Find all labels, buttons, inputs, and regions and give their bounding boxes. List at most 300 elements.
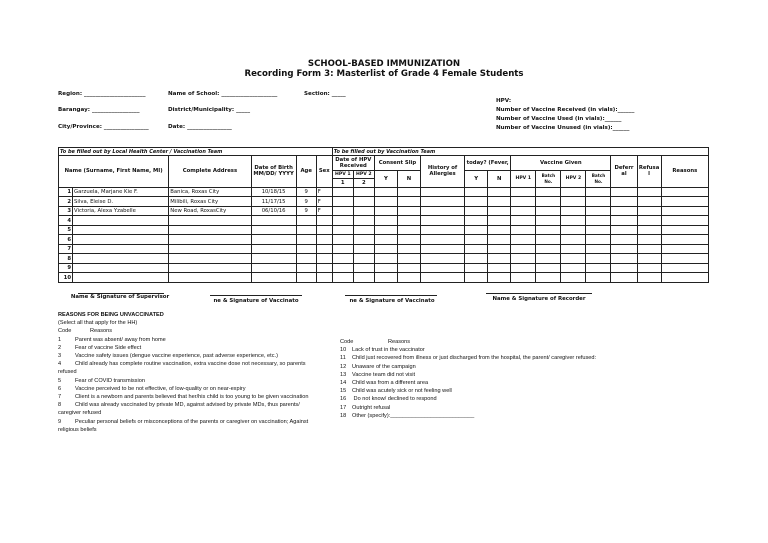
reason-code: 6 — [58, 385, 62, 392]
reason-code: 14 — [340, 380, 347, 387]
empty-cell[interactable] — [353, 254, 374, 264]
reason-item — [340, 404, 600, 412]
row-dob[interactable]: 11/17/15 — [251, 197, 296, 207]
empty-cell[interactable] — [420, 225, 464, 235]
row-name[interactable]: Garzuela, Marjane Kie F. — [73, 187, 169, 197]
empty-cell[interactable] — [511, 263, 536, 273]
reason-item — [58, 385, 320, 393]
header-dose1: 1 — [332, 179, 353, 187]
empty-cell[interactable] — [561, 235, 586, 245]
table-row — [59, 187, 709, 197]
empty-cell[interactable] — [465, 254, 488, 264]
empty-cell[interactable] — [374, 197, 397, 207]
row-name[interactable] — [73, 235, 169, 245]
empty-cell[interactable] — [561, 216, 586, 226]
form-subtitle: Recording Form 3: Masterlist of Grade 4 Female Students — [244, 69, 524, 79]
table-row — [59, 197, 709, 207]
reason-item — [340, 395, 600, 403]
row-number[interactable]: 8 — [59, 254, 73, 264]
header-batch1: Batch No. — [536, 171, 561, 187]
empty-cell[interactable] — [536, 187, 561, 197]
row-dob[interactable] — [251, 244, 296, 254]
row-number[interactable]: 4 — [59, 216, 73, 226]
empty-cell[interactable] — [536, 273, 561, 283]
empty-cell[interactable] — [536, 235, 561, 245]
empty-cell[interactable] — [611, 197, 637, 207]
empty-cell[interactable] — [561, 273, 586, 283]
header-fever: today? (Fever, — [465, 156, 511, 171]
empty-cell[interactable] — [611, 273, 637, 283]
row-dob[interactable] — [251, 273, 296, 283]
empty-cell[interactable] — [611, 244, 637, 254]
empty-cell[interactable] — [586, 206, 611, 216]
reason-text: Vaccine safety issues (dengue vaccine experience, past adverse experience, etc.) — [75, 353, 278, 360]
reason-item — [58, 360, 320, 376]
empty-cell[interactable] — [488, 206, 511, 216]
empty-cell[interactable] — [374, 225, 397, 235]
header-batch2: Batch No. — [586, 171, 611, 187]
empty-cell[interactable] — [661, 225, 708, 235]
form-title: SCHOOL-BASED IMMUNIZATION — [307, 59, 461, 69]
row-age[interactable] — [296, 273, 316, 283]
reason-code: 15 — [340, 388, 347, 395]
empty-cell[interactable] — [353, 244, 374, 254]
empty-cell[interactable] — [332, 197, 353, 207]
empty-cell[interactable] — [420, 254, 464, 264]
row-number[interactable]: 1 — [59, 187, 73, 197]
empty-cell[interactable] — [511, 206, 536, 216]
empty-cell[interactable] — [397, 254, 420, 264]
empty-cell[interactable] — [488, 263, 511, 273]
row-sex[interactable]: F — [316, 187, 332, 197]
header-consent-n: N — [397, 171, 420, 187]
empty-cell[interactable] — [332, 225, 353, 235]
empty-cell[interactable] — [420, 216, 464, 226]
reason-text: Child just recovered from illness or just discharged from the hospital, the parent/ caregiver refused: — [352, 355, 597, 362]
empty-cell[interactable] — [397, 197, 420, 207]
empty-cell[interactable] — [465, 273, 488, 283]
row-dob[interactable] — [251, 254, 296, 264]
row-sex[interactable] — [316, 263, 332, 273]
table-row — [59, 273, 709, 283]
empty-cell[interactable] — [374, 263, 397, 273]
header-refusal: Refusa l — [637, 156, 661, 188]
reason-item — [58, 377, 320, 385]
empty-cell[interactable] — [637, 197, 661, 207]
empty-cell[interactable] — [420, 235, 464, 245]
reason-item — [58, 352, 320, 360]
empty-cell[interactable] — [561, 254, 586, 264]
empty-cell[interactable] — [586, 216, 611, 226]
masterlist-table — [58, 147, 709, 283]
district-field: District/Municipality: _____ — [168, 107, 251, 113]
empty-cell[interactable] — [397, 273, 420, 283]
header-hpv2: HPV 2 — [353, 171, 374, 179]
empty-cell[interactable] — [586, 273, 611, 283]
row-sex[interactable]: F — [316, 197, 332, 207]
reasons-header-left — [58, 327, 320, 335]
row-dob[interactable]: 06/10/16 — [251, 206, 296, 216]
empty-cell[interactable] — [561, 206, 586, 216]
reason-text: Child was already vaccinated by private MD, against advised by private MDs, thus parents/ caregiver refused — [58, 402, 300, 417]
empty-cell[interactable] — [465, 216, 488, 226]
empty-cell[interactable] — [536, 225, 561, 235]
empty-cell[interactable] — [332, 263, 353, 273]
reason-item — [340, 371, 600, 379]
row-age[interactable] — [296, 225, 316, 235]
reason-code: 18 — [340, 412, 347, 419]
reason-code: 12 — [340, 363, 347, 370]
reason-text: Child already has complete routine vaccination, extra vaccine dose not necessary, so parents refused — [58, 361, 306, 376]
reason-text: Fear of vaccine Side effect — [75, 344, 142, 351]
row-sex[interactable] — [316, 225, 332, 235]
empty-cell[interactable] — [511, 197, 536, 207]
row-age[interactable] — [296, 263, 316, 273]
row-age[interactable] — [296, 244, 316, 254]
table-row — [59, 263, 709, 273]
empty-cell[interactable] — [536, 206, 561, 216]
empty-cell[interactable] — [465, 235, 488, 245]
empty-cell[interactable] — [536, 263, 561, 273]
row-name[interactable]: Silva, Eleise D. — [73, 197, 169, 207]
hpv-received: Number of Vaccine Received (in vials):______ — [496, 107, 635, 113]
empty-cell[interactable] — [611, 263, 637, 273]
empty-cell[interactable] — [353, 216, 374, 226]
empty-cell[interactable] — [397, 225, 420, 235]
row-address[interactable] — [169, 254, 251, 264]
empty-cell[interactable] — [332, 216, 353, 226]
empty-cell[interactable] — [586, 263, 611, 273]
row-age[interactable] — [296, 254, 316, 264]
empty-cell[interactable] — [511, 254, 536, 264]
empty-cell[interactable] — [637, 235, 661, 245]
empty-cell[interactable] — [536, 244, 561, 254]
empty-cell[interactable] — [488, 254, 511, 264]
reason-item — [58, 336, 320, 344]
row-dob[interactable] — [251, 225, 296, 235]
row-address[interactable]: New Road, RoxasCity — [169, 206, 251, 216]
empty-cell[interactable] — [397, 235, 420, 245]
empty-cell[interactable] — [353, 225, 374, 235]
reasons-label-right: Reasons — [388, 339, 411, 345]
empty-cell[interactable] — [561, 263, 586, 273]
empty-cell[interactable] — [374, 187, 397, 197]
empty-cell[interactable] — [488, 235, 511, 245]
empty-cell[interactable] — [488, 244, 511, 254]
hpv-label: HPV: — [496, 98, 512, 104]
empty-cell[interactable] — [661, 187, 708, 197]
empty-cell[interactable] — [332, 254, 353, 264]
empty-cell[interactable] — [488, 197, 511, 207]
reasons-header-right — [340, 338, 600, 346]
empty-cell[interactable] — [353, 187, 374, 197]
empty-cell[interactable] — [661, 244, 708, 254]
empty-cell[interactable] — [561, 225, 586, 235]
empty-cell[interactable] — [637, 263, 661, 273]
row-sex[interactable] — [316, 254, 332, 264]
empty-cell[interactable] — [561, 197, 586, 207]
empty-cell[interactable] — [611, 206, 637, 216]
empty-cell[interactable] — [465, 197, 488, 207]
reason-item — [340, 412, 600, 420]
empty-cell[interactable] — [397, 187, 420, 197]
recorder-line — [486, 293, 592, 294]
hpv-summary — [496, 97, 634, 133]
reason-text: Unaware of the campaign — [352, 363, 416, 370]
empty-cell[interactable] — [637, 187, 661, 197]
row-address[interactable] — [169, 225, 251, 235]
reasons-instruction: (Select all that apply for the HH) — [58, 320, 138, 327]
empty-cell[interactable] — [511, 187, 536, 197]
row-age[interactable] — [296, 216, 316, 226]
reason-text: Vaccine team did not visit — [352, 371, 416, 378]
empty-cell[interactable] — [661, 216, 708, 226]
reason-text: Peculiar personal beliefs or misconceptions of the parents or caregiver on vaccination; Against religious beliefs — [58, 418, 309, 433]
row-sex[interactable] — [316, 273, 332, 283]
reason-text: Child was from a different area — [352, 380, 429, 387]
empty-cell[interactable] — [511, 235, 536, 245]
reason-text: Client is a newborn and parents believed that her/his child is too young to be given vaccination — [75, 394, 309, 401]
reason-code: 13 — [340, 371, 347, 378]
reason-text: Vaccine perceived to be not effective, of low-quality or on near-expiry — [75, 385, 246, 392]
row-age[interactable]: 9 — [296, 187, 316, 197]
empty-cell[interactable] — [586, 235, 611, 245]
empty-cell[interactable] — [397, 263, 420, 273]
empty-cell[interactable] — [637, 216, 661, 226]
empty-cell[interactable] — [397, 216, 420, 226]
table-row — [59, 216, 709, 226]
row-address[interactable] — [169, 263, 251, 273]
empty-cell[interactable] — [420, 273, 464, 283]
empty-cell[interactable] — [511, 216, 536, 226]
empty-cell[interactable] — [611, 235, 637, 245]
row-address[interactable]: Milibili, Roxas City — [169, 197, 251, 207]
empty-cell[interactable] — [465, 187, 488, 197]
empty-cell[interactable] — [586, 187, 611, 197]
supervisor-signature-label: Name & Signature of Supervisor — [70, 294, 170, 300]
header-given-hpv1: HPV 1 — [511, 171, 536, 187]
row-dob[interactable]: 10/18/15 — [251, 187, 296, 197]
empty-cell[interactable] — [420, 206, 464, 216]
empty-cell[interactable] — [332, 273, 353, 283]
row-age[interactable]: 9 — [296, 206, 316, 216]
empty-cell[interactable] — [637, 206, 661, 216]
header-dose2: 2 — [353, 179, 374, 187]
reason-code: 7 — [58, 394, 62, 401]
reason-item — [58, 401, 320, 417]
reason-item — [340, 354, 600, 362]
header-allergies: History of Allergies — [420, 156, 464, 188]
row-number[interactable]: 6 — [59, 235, 73, 245]
header-given-hpv2: HPV 2 — [561, 171, 586, 187]
empty-cell[interactable] — [637, 273, 661, 283]
header-dob: Date of Birth MM/DD/ YYYY — [251, 156, 296, 188]
recorder-signature-label: Name & Signature of Recorder — [492, 296, 586, 302]
empty-cell[interactable] — [586, 225, 611, 235]
empty-cell[interactable] — [420, 244, 464, 254]
empty-cell[interactable] — [611, 216, 637, 226]
empty-cell[interactable] — [511, 225, 536, 235]
empty-cell[interactable] — [488, 187, 511, 197]
row-number[interactable]: 9 — [59, 263, 73, 273]
row-number[interactable]: 5 — [59, 225, 73, 235]
empty-cell[interactable] — [465, 263, 488, 273]
empty-cell[interactable] — [332, 187, 353, 197]
table-row — [59, 235, 709, 245]
reason-item — [340, 387, 600, 395]
empty-cell[interactable] — [465, 244, 488, 254]
empty-cell[interactable] — [561, 187, 586, 197]
empty-cell[interactable] — [397, 244, 420, 254]
empty-cell[interactable] — [637, 244, 661, 254]
row-address[interactable] — [169, 235, 251, 245]
header-address: Complete Address — [169, 156, 251, 188]
code-label: Code — [58, 328, 72, 335]
reason-code: 5 — [58, 377, 62, 384]
empty-cell[interactable] — [536, 254, 561, 264]
empty-cell[interactable] — [420, 263, 464, 273]
header-fever-n: N — [488, 171, 511, 187]
row-number[interactable]: 3 — [59, 206, 73, 216]
empty-cell[interactable] — [586, 197, 611, 207]
reason-text: Other (specify):___________________________ — [352, 412, 475, 419]
empty-cell[interactable] — [611, 187, 637, 197]
empty-cell[interactable] — [661, 206, 708, 216]
empty-cell[interactable] — [465, 206, 488, 216]
reason-text: Child was acutely sick or not feeling well — [352, 388, 452, 395]
band-vaccination-team: To be filled out by Vaccination Team — [332, 148, 708, 156]
empty-cell[interactable] — [465, 225, 488, 235]
empty-cell[interactable] — [586, 254, 611, 264]
row-address[interactable] — [169, 244, 251, 254]
empty-cell[interactable] — [488, 225, 511, 235]
reason-code: 11 — [340, 355, 346, 362]
empty-cell[interactable] — [332, 206, 353, 216]
reason-text: Parent was absent/ away from home — [75, 336, 166, 343]
reason-text: Fear of COVID transmission — [75, 377, 145, 384]
header-consent: Consent Slip — [374, 156, 420, 171]
empty-cell[interactable] — [488, 216, 511, 226]
vaccinator1-signature-label: ne & Signature of Vaccinato — [213, 298, 299, 304]
reason-code: 8 — [58, 402, 62, 409]
empty-cell[interactable] — [561, 244, 586, 254]
reason-item — [340, 379, 600, 387]
vaccinator1-line — [210, 295, 302, 296]
empty-cell[interactable] — [374, 216, 397, 226]
reason-code: 9 — [58, 418, 62, 425]
header-fever-y: Y — [465, 171, 488, 187]
row-name[interactable] — [73, 273, 169, 283]
reason-code: 4 — [58, 361, 62, 368]
row-dob[interactable] — [251, 216, 296, 226]
header-reasons: Reasons — [661, 156, 708, 188]
row-name[interactable]: Victoria, Alexa Yzabelle — [73, 206, 169, 216]
empty-cell[interactable] — [397, 206, 420, 216]
vaccinator2-line — [345, 295, 437, 296]
row-name[interactable] — [73, 216, 169, 226]
empty-cell[interactable] — [611, 254, 637, 264]
empty-cell[interactable] — [374, 244, 397, 254]
reason-text: Do not know/ declined to respond — [352, 396, 437, 403]
row-address[interactable] — [169, 216, 251, 226]
empty-cell[interactable] — [586, 244, 611, 254]
reasons-title: REASONS FOR BEING UNVACCINATED — [58, 312, 164, 318]
empty-cell[interactable] — [332, 244, 353, 254]
empty-cell[interactable] — [353, 197, 374, 207]
hpv-used: Number of Vaccine Used (in vials):______ — [496, 116, 622, 122]
empty-cell[interactable] — [637, 225, 661, 235]
region-field: Region: ______________________ — [58, 91, 146, 97]
empty-cell[interactable] — [353, 206, 374, 216]
header-deferral: Deferr al — [611, 156, 637, 188]
empty-cell[interactable] — [488, 273, 511, 283]
empty-cell[interactable] — [420, 197, 464, 207]
empty-cell[interactable] — [536, 197, 561, 207]
row-sex[interactable] — [316, 216, 332, 226]
row-number[interactable]: 2 — [59, 197, 73, 207]
empty-cell[interactable] — [374, 235, 397, 245]
empty-cell[interactable] — [374, 206, 397, 216]
section-field: Section: _____ — [304, 91, 346, 97]
reasons-right-column — [340, 338, 600, 420]
empty-cell[interactable] — [536, 216, 561, 226]
empty-cell[interactable] — [637, 254, 661, 264]
empty-cell[interactable] — [511, 273, 536, 283]
empty-cell[interactable] — [353, 235, 374, 245]
empty-cell[interactable] — [661, 235, 708, 245]
row-name[interactable] — [73, 263, 169, 273]
barangay-field: Barangay: _________________ — [58, 107, 140, 113]
row-name[interactable] — [73, 244, 169, 254]
reason-item — [58, 418, 320, 434]
empty-cell[interactable] — [661, 254, 708, 264]
code-label-right: Code — [340, 339, 354, 345]
row-sex[interactable]: F — [316, 206, 332, 216]
empty-cell[interactable] — [420, 187, 464, 197]
row-sex[interactable] — [316, 244, 332, 254]
header-sex: Sex — [316, 156, 332, 188]
row-name[interactable] — [73, 225, 169, 235]
reason-code: 1 — [58, 336, 62, 343]
empty-cell[interactable] — [353, 263, 374, 273]
row-name[interactable] — [73, 254, 169, 264]
empty-cell[interactable] — [661, 263, 708, 273]
reason-item — [340, 363, 600, 371]
empty-cell[interactable] — [611, 225, 637, 235]
reasons-label: Reasons — [90, 328, 113, 335]
row-number[interactable]: 10 — [59, 273, 73, 283]
empty-cell[interactable] — [661, 273, 708, 283]
empty-cell[interactable] — [332, 235, 353, 245]
header-consent-y: Y — [374, 171, 397, 187]
row-age[interactable]: 9 — [296, 197, 316, 207]
empty-cell[interactable] — [374, 273, 397, 283]
empty-cell[interactable] — [511, 244, 536, 254]
reason-code: 17 — [340, 404, 347, 411]
row-number[interactable]: 7 — [59, 244, 73, 254]
row-sex[interactable] — [316, 235, 332, 245]
row-dob[interactable] — [251, 263, 296, 273]
row-age[interactable] — [296, 235, 316, 245]
table-row — [59, 206, 709, 216]
row-dob[interactable] — [251, 235, 296, 245]
row-address[interactable]: Banica, Roxas City — [169, 187, 251, 197]
empty-cell[interactable] — [353, 273, 374, 283]
empty-cell[interactable] — [374, 254, 397, 264]
row-address[interactable] — [169, 273, 251, 283]
empty-cell[interactable] — [661, 197, 708, 207]
reason-text: Outright refusal — [352, 404, 391, 411]
